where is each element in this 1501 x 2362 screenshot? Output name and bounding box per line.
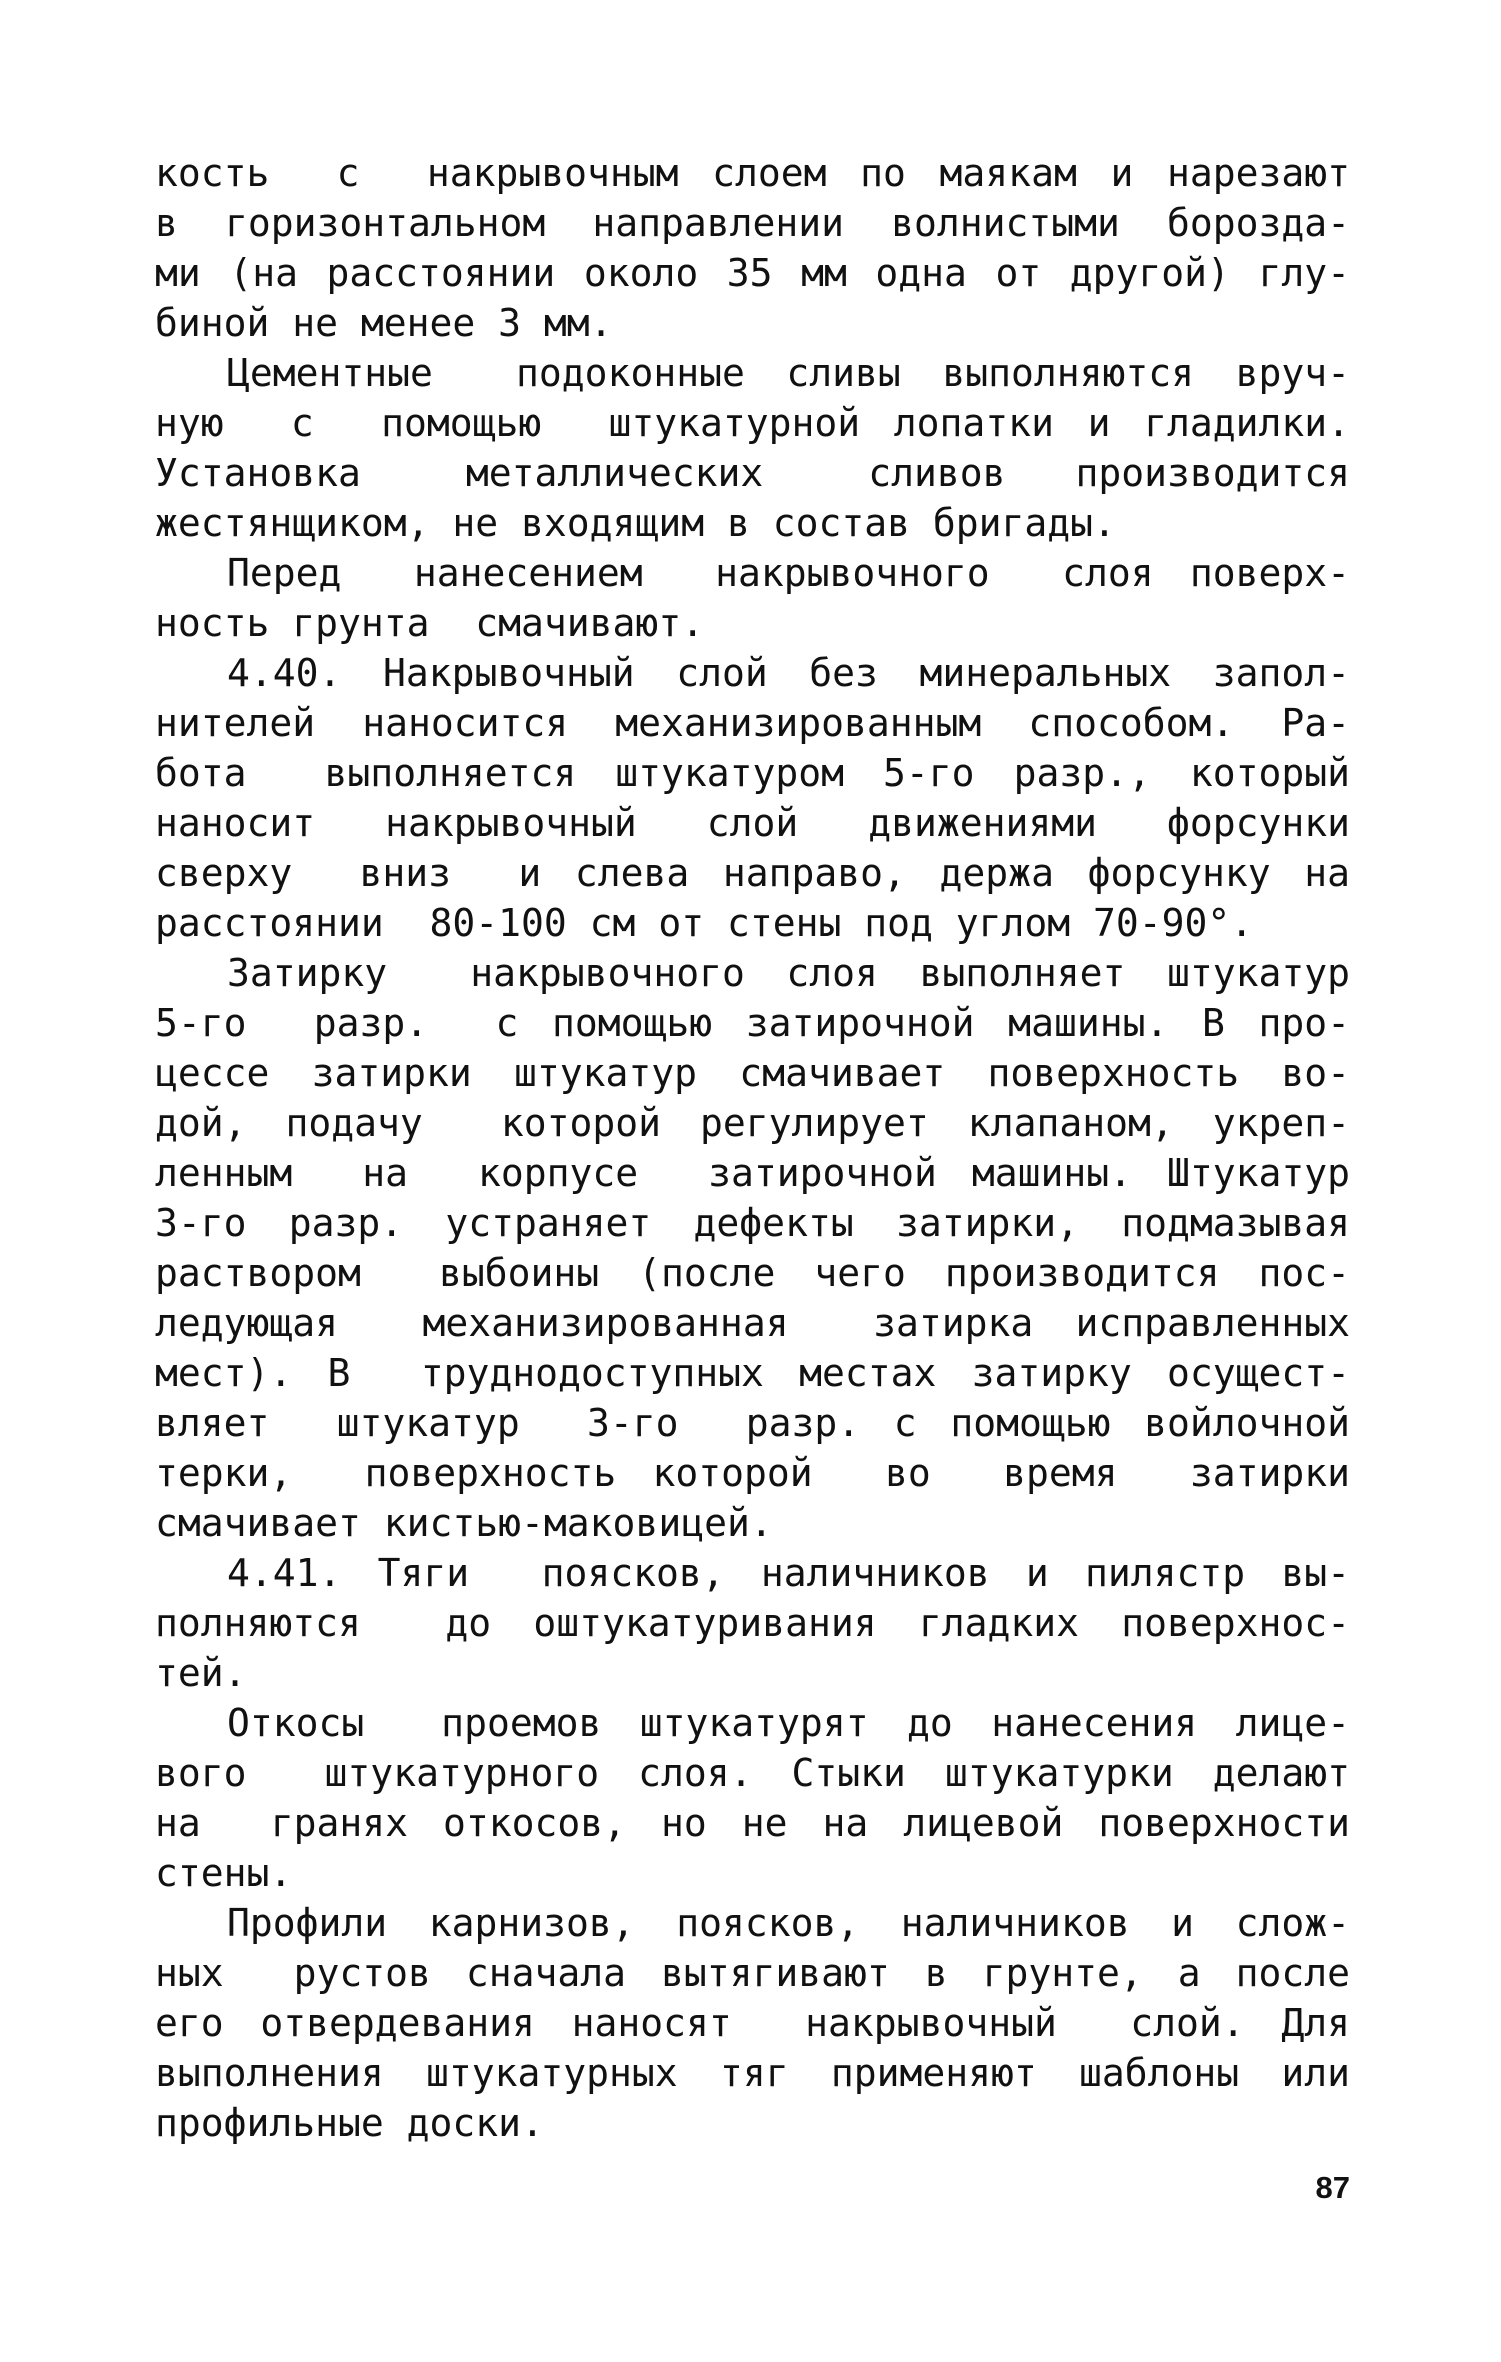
text-line: биной не менее 3 мм.: [155, 301, 613, 345]
paragraph: [155, 148, 1350, 348]
paragraph: [155, 548, 1350, 648]
text-line: Установка металлических сливов производится: [155, 451, 1350, 495]
text-line: на гранях откосов, но не на лицевой поверхности: [155, 1801, 1350, 1845]
text-line: вого штукатурного слоя. Стыки штукатурки делают: [155, 1751, 1350, 1795]
text-line: ную с помощью штукатурной лопатки и гладилки.: [155, 401, 1350, 445]
text-line: Затирку накрывочного слоя выполняет штукатур: [227, 951, 1350, 995]
text-line: дой, подачу которой регулирует клапаном, укреп-: [155, 1101, 1350, 1145]
text-line: Откосы проемов штукатурят до нанесения лице-: [227, 1701, 1350, 1745]
text-line: наносит накрывочный слой движениями форсунки: [155, 801, 1350, 845]
text-line: стены.: [155, 1851, 293, 1895]
paragraph: [155, 1698, 1350, 1898]
text-line: расстоянии 80-100 см от стены под углом 70-90°.: [155, 901, 1254, 945]
text-line: ми (на расстоянии около 35 мм одна от другой) глу-: [155, 251, 1350, 295]
text-line: жестянщиком, не входящим в состав бригады.: [155, 501, 1116, 545]
page-number: 87: [1315, 2170, 1350, 2205]
text-line: мест). В труднодоступных местах затирку осущест-: [155, 1351, 1350, 1395]
text-line: бота выполняется штукатуром 5-го разр., который: [155, 751, 1350, 795]
text-line: Перед нанесением накрывочного слоя поверх-: [227, 551, 1350, 595]
text-line: вляет штукатур 3-го разр. с помощью войлочной: [155, 1401, 1350, 1445]
text-line: 4.41. Тяги поясков, наличников и пилястр вы-: [227, 1551, 1350, 1595]
text-line: ность грунта смачивают.: [155, 601, 705, 645]
text-line: нителей наносится механизированным способом. Ра-: [155, 701, 1350, 745]
text-line: 4.40. Накрывочный слой без минеральных запол-: [227, 651, 1350, 695]
paragraph: [155, 648, 1350, 948]
text-line: тей.: [155, 1651, 247, 1695]
body-text: [155, 148, 1350, 2148]
text-line: 5-го разр. с помощью затирочной машины. В про-: [155, 1001, 1350, 1045]
text-line: в горизонтальном направлении волнистыми борозда-: [155, 201, 1350, 245]
text-line: 3-го разр. устраняет дефекты затирки, подмазывая: [155, 1201, 1350, 1245]
text-line: его отвердевания наносят накрывочный слой. Для: [155, 2001, 1350, 2045]
paragraph: [155, 1898, 1350, 2148]
text-line: раствором выбоины (после чего производится пос-: [155, 1251, 1350, 1295]
text-line: ледующая механизированная затирка исправленных: [155, 1301, 1350, 1345]
paragraph: [155, 1548, 1350, 1698]
text-line: Профили карнизов, поясков, наличников и слож-: [227, 1901, 1350, 1945]
text-line: смачивает кистью-маковицей.: [155, 1501, 773, 1545]
text-line: кость с накрывочным слоем по маякам и нарезают: [155, 151, 1350, 195]
text-line: ных рустов сначала вытягивают в грунте, а после: [155, 1951, 1350, 1995]
paragraph: [155, 948, 1350, 1548]
text-line: Цементные подоконные сливы выполняются вруч-: [227, 351, 1350, 395]
text-line: терки, поверхность которой во время затирки: [155, 1451, 1350, 1495]
text-line: профильные доски.: [155, 2101, 544, 2145]
text-line: цессе затирки штукатур смачивает поверхность во-: [155, 1051, 1350, 1095]
text-line: сверху вниз и слева направо, держа форсунку на: [155, 851, 1350, 895]
paragraph: [155, 348, 1350, 548]
text-line: выполнения штукатурных тяг применяют шаблоны или: [155, 2051, 1350, 2095]
text-line: полняются до оштукатуривания гладких поверхнос-: [155, 1601, 1350, 1645]
text-line: ленным на корпусе затирочной машины. Штукатур: [155, 1151, 1350, 1195]
